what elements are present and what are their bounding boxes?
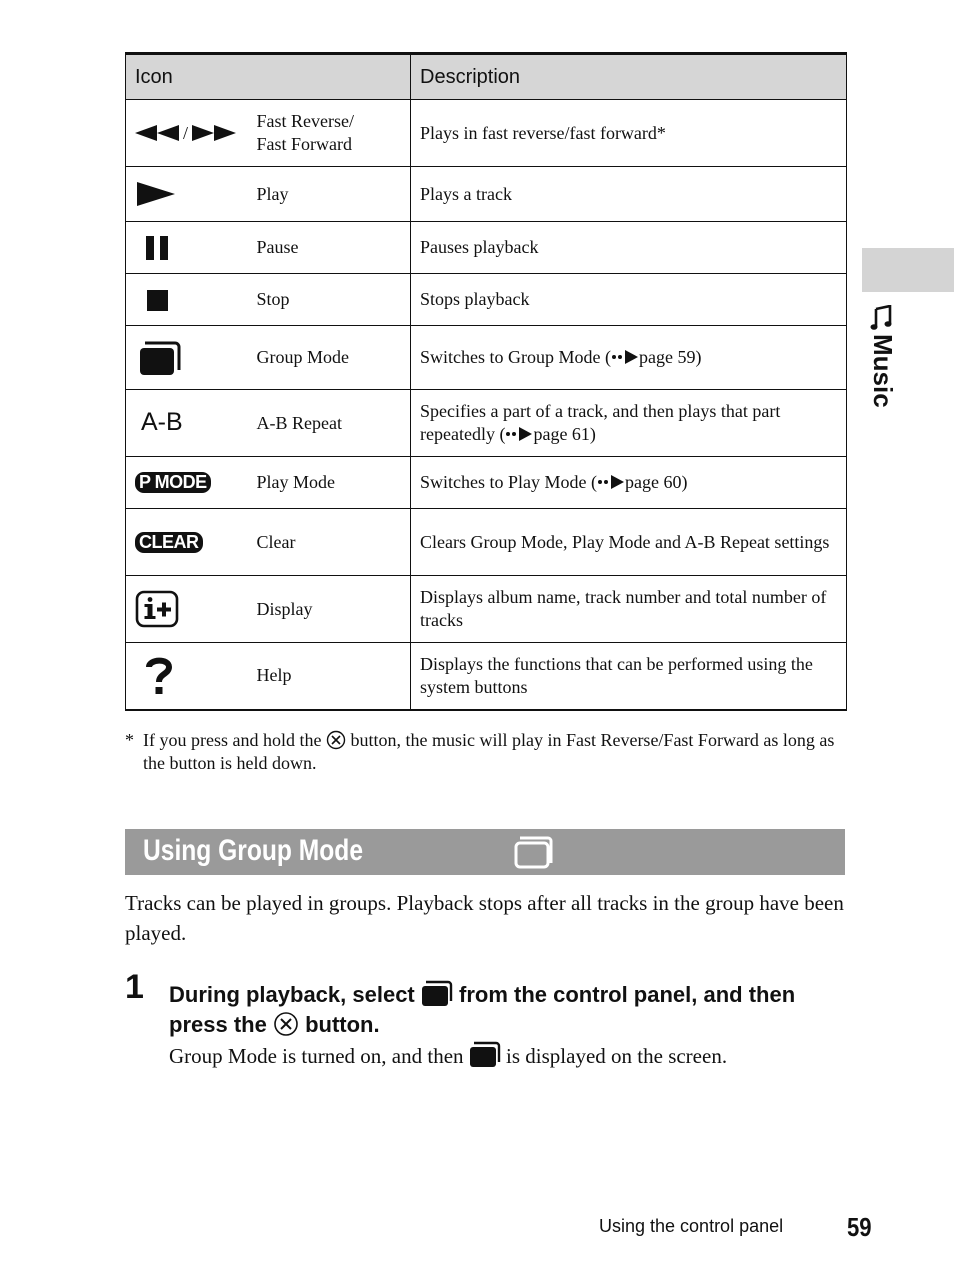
page-reference-arrow-icon: [611, 350, 639, 364]
ab-repeat-icon: A-B: [141, 407, 183, 436]
row-name: Display: [247, 576, 411, 643]
step-result: Group Mode is turned on, and then is displayed on the screen.: [169, 1040, 849, 1071]
row-description: Plays a track: [411, 167, 847, 222]
cross-button-icon: [273, 1011, 299, 1037]
pause-icon: [146, 234, 172, 262]
chapter-label: [864, 306, 904, 436]
icon-separator: /: [183, 122, 189, 143]
group-mode-icon: [139, 340, 181, 376]
table-row: [126, 274, 847, 326]
fast-reverse-icon: [135, 124, 179, 142]
display-info-icon: [135, 590, 179, 628]
row-description: Stops playback: [411, 274, 847, 326]
play-icon: [135, 181, 177, 207]
table-row: [126, 643, 847, 710]
group-mode-icon: [421, 979, 453, 1007]
header-icon: Icon: [126, 54, 411, 100]
table-row: [126, 167, 847, 222]
row-description: Displays the functions that can be performed using the system buttons: [411, 643, 847, 710]
section-banner: [125, 829, 845, 875]
row-name: Play: [247, 167, 411, 222]
icon-table: [125, 52, 847, 711]
table-row: [126, 509, 847, 576]
play-mode-icon: P MODE: [135, 472, 211, 493]
chapter-label-text: Music: [868, 334, 898, 408]
row-description: Switches to Play Mode ( page 60): [411, 457, 847, 509]
footnote: * If you press and hold the button, the music will play in Fast Reverse/Fast Forward as long as the button is held down.: [125, 730, 835, 773]
table-row: [126, 457, 847, 509]
row-description: Displays album name, track number and total number of tracks: [411, 576, 847, 643]
row-name: Pause: [247, 222, 411, 274]
row-name: Stop: [247, 274, 411, 326]
header-description: Description: [411, 54, 847, 100]
table-row: [126, 576, 847, 643]
row-description: Specifies a part of a track, and then plays that part repeatedly ( page 61): [411, 390, 847, 457]
row-description: Pauses playback: [411, 222, 847, 274]
table-header-row: [126, 54, 847, 100]
music-note-icon: [871, 305, 895, 331]
row-name: Clear: [247, 509, 411, 576]
table-row: [126, 222, 847, 274]
step-number: 1: [125, 968, 144, 1006]
row-name: Help: [247, 643, 411, 710]
page-number: 59: [847, 1212, 872, 1242]
group-mode-icon: [514, 835, 554, 869]
clear-icon: CLEAR: [135, 532, 203, 553]
footnote-star: *: [125, 730, 134, 750]
intro-paragraph: Tracks can be played in groups. Playback stops after all tracks in the group have been played.: [125, 891, 844, 945]
row-name-line: Fast Forward: [256, 134, 352, 154]
footer-section-name: Using the control panel: [599, 1216, 784, 1236]
row-description: Switches to Group Mode ( page 59): [411, 326, 847, 390]
row-name-line: Fast Reverse/: [256, 111, 354, 131]
table-row: [126, 100, 847, 167]
row-name: Play Mode: [247, 457, 411, 509]
step-instruction: During playback, select from the control panel, and then press the button.: [169, 979, 849, 1040]
table-row: [126, 326, 847, 390]
row-name: A-B Repeat: [247, 390, 411, 457]
section-title: Using Group Mode: [143, 834, 364, 867]
chapter-tab: [862, 248, 954, 292]
help-icon: [144, 656, 174, 696]
table-row: [126, 390, 847, 457]
fast-forward-icon: [192, 124, 236, 142]
page-reference-arrow-icon: [597, 475, 625, 489]
cross-button-icon: [326, 730, 346, 750]
row-description: Clears Group Mode, Play Mode and A-B Repeat settings: [411, 509, 847, 576]
page-reference-arrow-icon: [505, 427, 533, 441]
row-name: Group Mode: [247, 326, 411, 390]
stop-icon: [146, 287, 172, 313]
group-mode-icon: [469, 1040, 501, 1068]
row-description: Plays in fast reverse/fast forward*: [411, 100, 847, 167]
